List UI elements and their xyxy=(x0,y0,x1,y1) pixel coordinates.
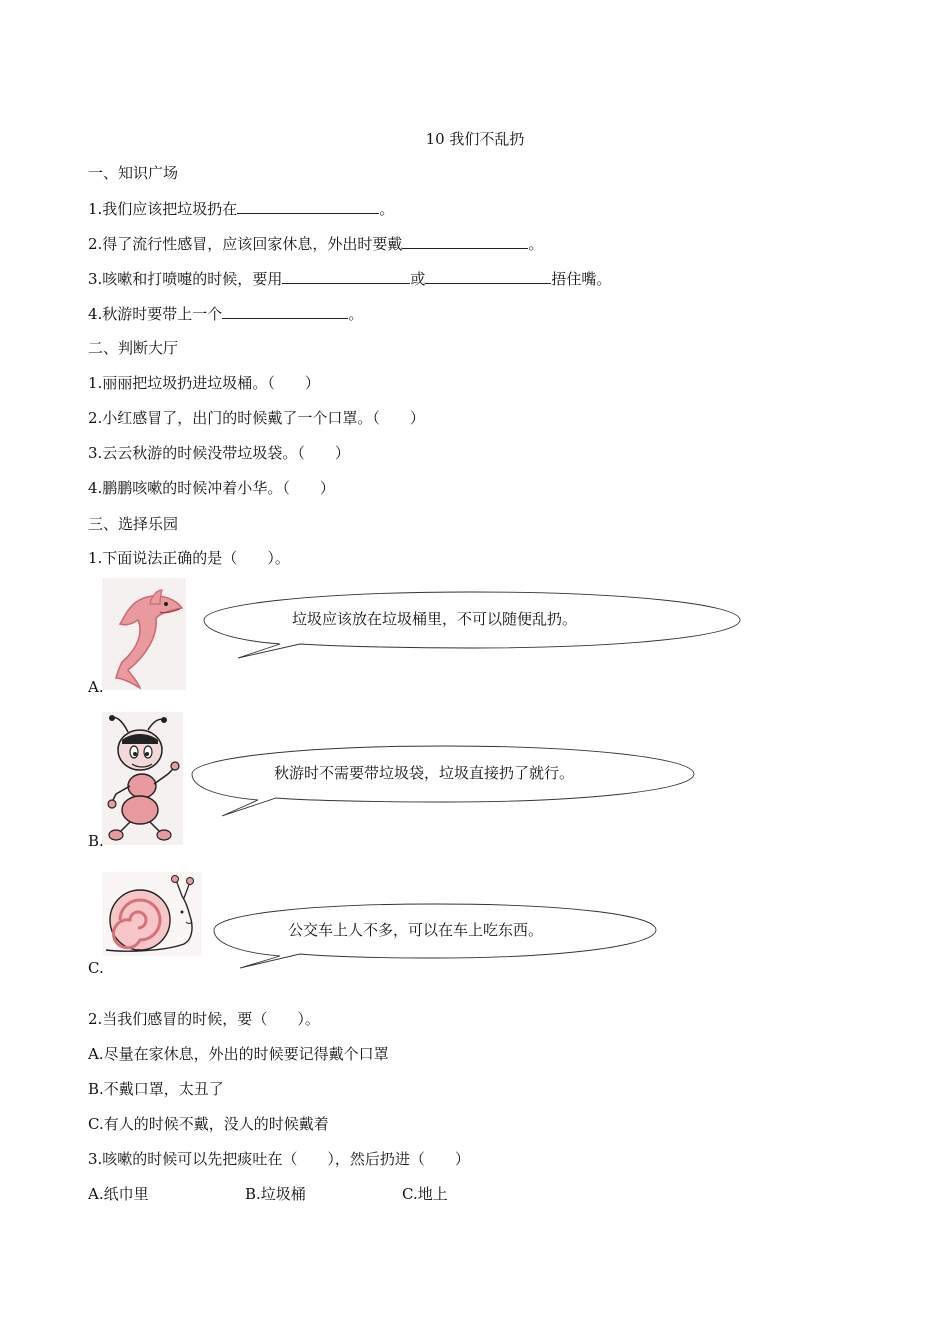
question-3-2-option-a: A.尽量在家休息，外出的时候要记得戴个口罩 xyxy=(88,1045,389,1063)
page-title: 10 我们不乱扔 xyxy=(425,130,525,148)
speech-text-b: 秋游时不需要带垃圾袋，垃圾直接扔了就行。 xyxy=(274,764,575,782)
option-b-label: B. xyxy=(88,832,104,850)
option-a-label: A. xyxy=(88,678,104,696)
question-3-3-option-a: A.纸巾里 xyxy=(88,1185,149,1203)
section-heading-judgement: 二、判断大厅 xyxy=(88,339,179,357)
question-1-3: 3.咳嗽和打喷嚏的时候，要用 或 捂住嘴。 xyxy=(88,270,612,288)
speech-text-c: 公交车上人不多，可以在车上吃东西。 xyxy=(288,921,544,939)
question-1-2: 2.得了流行性感冒，应该回家休息，外出时要戴 。 xyxy=(88,235,544,253)
question-1-1: 1.我们应该把垃圾扔在 。 xyxy=(88,200,395,218)
speech-text-a: 垃圾应该放在垃圾桶里，不可以随便乱扔。 xyxy=(292,610,578,628)
dolphin-image xyxy=(102,578,186,690)
question-3-3-option-c: C.地上 xyxy=(402,1185,448,1203)
snail-image xyxy=(102,872,202,956)
section-heading-knowledge: 一、知识广场 xyxy=(88,164,179,182)
option-c-label: C. xyxy=(88,959,104,977)
answer-blank[interactable] xyxy=(282,268,410,284)
question-2-3: 3.云云秋游的时候没带垃圾袋。（ ） xyxy=(88,444,350,462)
section-heading-choice: 三、选择乐园 xyxy=(88,515,179,533)
question-2-1: 1.丽丽把垃圾扔进垃圾桶。（ ） xyxy=(88,374,320,392)
question-3-1-stem: 1.下面说法正确的是（ ）。 xyxy=(88,549,290,567)
answer-blank[interactable] xyxy=(237,198,379,214)
question-3-3-stem: 3.咳嗽的时候可以先把痰吐在（ ），然后扔进（ ） xyxy=(88,1150,470,1168)
question-2-4: 4.鹏鹏咳嗽的时候冲着小华。（ ） xyxy=(88,479,335,497)
question-3-2-option-c: C.有人的时候不戴，没人的时候戴着 xyxy=(88,1115,329,1133)
ant-image xyxy=(102,712,183,845)
question-3-2-stem: 2.当我们感冒的时候，要（ ）。 xyxy=(88,1010,320,1028)
question-1-4: 4.秋游时要带上一个 。 xyxy=(88,305,364,323)
answer-blank[interactable] xyxy=(425,268,551,284)
question-2-2: 2.小红感冒了，出门的时候戴了一个口罩。（ ） xyxy=(88,409,425,427)
question-3-3-option-b: B.垃圾桶 xyxy=(245,1185,306,1203)
answer-blank[interactable] xyxy=(222,303,348,319)
answer-blank[interactable] xyxy=(402,233,528,249)
question-3-2-option-b: B.不戴口罩，太丑了 xyxy=(88,1080,224,1098)
